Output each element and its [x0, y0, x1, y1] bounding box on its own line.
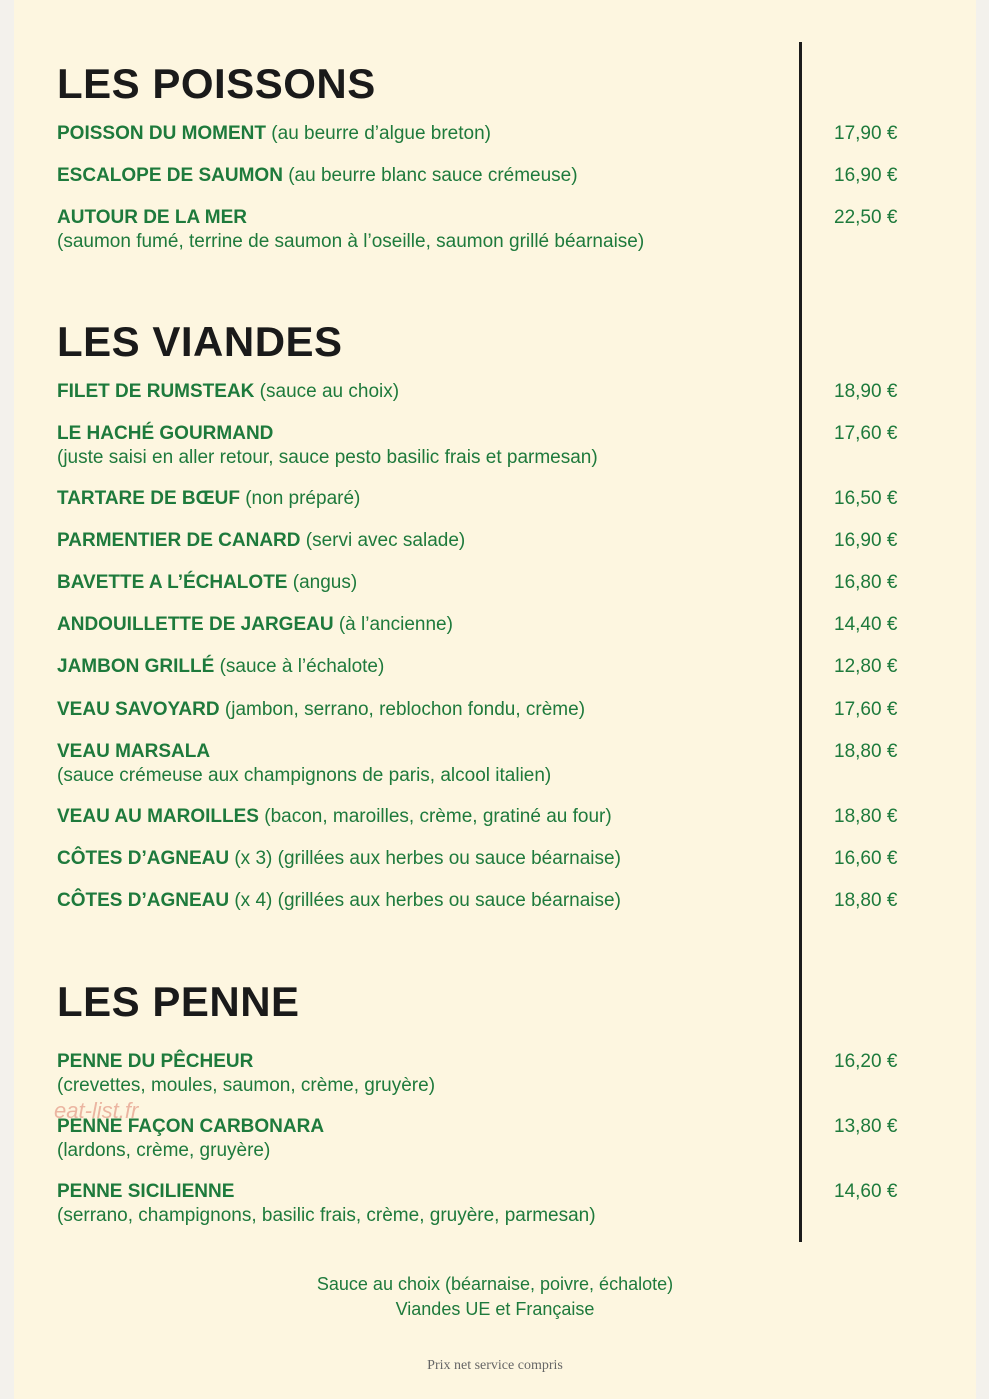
menu-item — [57, 698, 937, 722]
item-name: POISSON DU MOMENT — [57, 123, 267, 144]
item-price: 18,80 € — [834, 890, 898, 911]
item-name: PENNE SICILIENNE — [57, 1181, 235, 1202]
item-name: CÔTES D’AGNEAU — [57, 890, 230, 911]
menu-page — [14, 0, 976, 1399]
menu-item — [57, 1180, 937, 1228]
item-name: AUTOUR DE LA MER — [57, 207, 247, 228]
item-name: PENNE FAÇON CARBONARA — [57, 1116, 325, 1137]
item-note: (x 4) (grillées aux herbes ou sauce béarnaise) — [234, 890, 621, 911]
menu-item — [57, 164, 937, 188]
item-note: (sauce au choix) — [259, 381, 400, 402]
item-note: (servi avec salade) — [305, 530, 466, 551]
item-note: (au beurre d’algue breton) — [271, 123, 491, 144]
item-note: (à l’ancienne) — [338, 614, 453, 635]
item-name: VEAU MARSALA — [57, 741, 211, 762]
item-price: 16,90 € — [834, 530, 898, 551]
footer-sauce-note: Sauce au choix (béarnaise, poivre, échalote) — [316, 1274, 674, 1294]
item-price: 18,80 € — [834, 741, 898, 762]
menu-item — [57, 613, 937, 637]
item-name: TARTARE DE BŒUF — [57, 488, 240, 509]
item-price: 16,20 € — [834, 1051, 898, 1072]
item-note: (au beurre blanc sauce crémeuse) — [288, 165, 578, 186]
menu-item — [57, 1050, 937, 1098]
item-name: JAMBON GRILLÉ — [57, 656, 215, 677]
menu-item — [57, 889, 937, 913]
item-note: (non préparé) — [245, 488, 361, 509]
menu-item — [57, 487, 937, 511]
item-price: 14,60 € — [834, 1181, 898, 1202]
section-title-viandes: LES VIANDES — [57, 318, 343, 365]
menu-item — [57, 529, 937, 553]
item-note: (jambon, serrano, reblochon fondu, crème) — [224, 699, 586, 720]
menu-item — [57, 122, 937, 146]
menu-item — [57, 206, 937, 254]
menu-item — [57, 847, 937, 871]
footer-origin-note: Viandes UE et Française — [395, 1299, 595, 1319]
menu-item — [57, 740, 937, 788]
item-description: (serrano, champignons, basilic frais, crème, gruyère, parmesan) — [57, 1205, 596, 1226]
item-name: CÔTES D’AGNEAU — [57, 848, 230, 869]
item-name: VEAU AU MAROILLES — [57, 806, 259, 827]
item-name: VEAU SAVOYARD — [57, 699, 220, 720]
item-price: 17,60 € — [834, 423, 898, 444]
item-price: 17,60 € — [834, 699, 898, 720]
item-name: PARMENTIER DE CANARD — [57, 530, 301, 551]
menu-item — [57, 380, 937, 404]
item-price: 13,80 € — [834, 1116, 898, 1137]
item-price: 14,40 € — [834, 614, 898, 635]
item-price: 16,50 € — [834, 488, 898, 509]
item-price: 22,50 € — [834, 207, 898, 228]
footer-price-note: Prix net service compris — [427, 1358, 563, 1373]
item-note: (x 3) (grillées aux herbes ou sauce béarnaise) — [234, 848, 621, 869]
item-description: (sauce crémeuse aux champignons de paris, alcool italien) — [57, 765, 552, 786]
menu-item — [57, 422, 937, 470]
item-note: (sauce à l’échalote) — [219, 656, 385, 677]
item-price: 16,60 € — [834, 848, 898, 869]
item-name: ANDOUILLETTE DE JARGEAU — [57, 614, 334, 635]
item-price: 17,90 € — [834, 123, 898, 144]
item-price: 18,80 € — [834, 806, 898, 827]
item-price: 16,80 € — [834, 572, 898, 593]
menu-item — [57, 571, 937, 595]
item-name: FILET DE RUMSTEAK — [57, 381, 255, 402]
item-note: (bacon, maroilles, crème, gratiné au four) — [264, 806, 612, 827]
watermark: eat-list.fr — [54, 1098, 139, 1123]
menu-item — [57, 805, 937, 829]
item-price: 18,90 € — [834, 381, 898, 402]
menu-item — [57, 655, 937, 679]
section-title-penne: LES PENNE — [57, 978, 300, 1025]
item-description: (lardons, crème, gruyère) — [57, 1140, 271, 1161]
item-note: (angus) — [292, 572, 358, 593]
item-description: (juste saisi en aller retour, sauce pesto basilic frais et parmesan) — [57, 447, 598, 468]
item-description: (crevettes, moules, saumon, crème, gruyère) — [57, 1075, 436, 1096]
menu-item — [57, 1115, 937, 1163]
item-name: PENNE DU PÊCHEUR — [57, 1051, 254, 1072]
item-name: ESCALOPE DE SAUMON — [57, 165, 283, 186]
item-description: (saumon fumé, terrine de saumon à l’oseille, saumon grillé béarnaise) — [57, 231, 645, 252]
item-name: BAVETTE A L’ÉCHALOTE — [57, 572, 288, 593]
section-title-poissons: LES POISSONS — [57, 60, 376, 107]
item-name: LE HACHÉ GOURMAND — [57, 423, 274, 444]
item-price: 12,80 € — [834, 656, 898, 677]
item-price: 16,90 € — [834, 165, 898, 186]
